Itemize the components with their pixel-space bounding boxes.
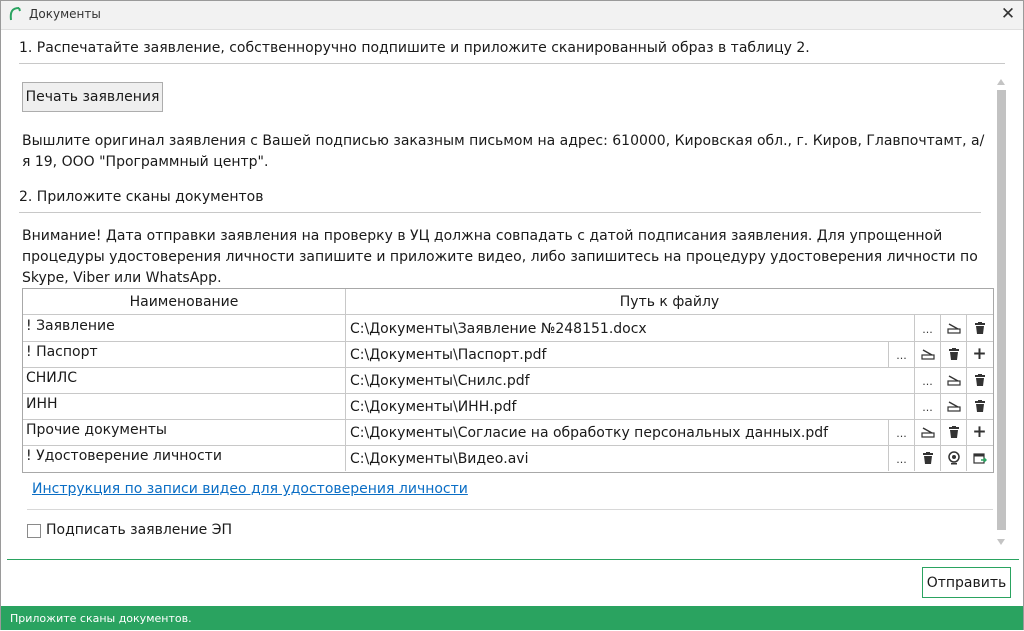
webcam-icon[interactable]	[940, 445, 966, 471]
table-row[interactable]	[23, 445, 993, 471]
scan-icon[interactable]	[914, 341, 940, 367]
delete-icon[interactable]	[966, 367, 992, 393]
scan-icon[interactable]	[940, 315, 966, 341]
table-row[interactable]	[23, 367, 993, 394]
schedule-call-icon[interactable]	[966, 445, 992, 471]
document-name: ! Паспорт	[26, 344, 98, 360]
browse-button[interactable]: ...	[888, 341, 914, 367]
delete-icon[interactable]	[966, 315, 992, 341]
divider	[27, 509, 993, 510]
divider	[19, 63, 1005, 64]
table-row[interactable]	[23, 315, 993, 342]
file-path[interactable]: C:\Документы\Видео.avi	[350, 451, 529, 467]
browse-button[interactable]: ...	[914, 393, 940, 419]
browse-button[interactable]: ...	[914, 315, 940, 341]
document-name: ! Удостоверение личности	[26, 448, 222, 464]
documents-table	[22, 288, 994, 473]
document-name: ! Заявление	[26, 318, 115, 334]
sign-ep-label[interactable]: Подписать заявление ЭП	[46, 522, 233, 538]
scrollbar-thumb[interactable]	[997, 90, 1006, 530]
warning-text: Внимание! Дата отправки заявления на проверку в УЦ должна совпадать с датой подписания заявления. Для упрощенной процедуры удостоверения личности запишите и приложите видео, либо запишитесь на процедуру удостоверения личности по Skype, Viber или WhatsApp.	[22, 228, 978, 286]
vertical-scrollbar[interactable]	[996, 79, 1007, 551]
scroll-down-arrow-icon[interactable]	[997, 539, 1005, 545]
scan-icon[interactable]	[914, 419, 940, 445]
browse-button[interactable]: ...	[888, 419, 914, 445]
browse-button[interactable]: ...	[888, 445, 914, 471]
table-header	[23, 289, 993, 315]
scan-icon[interactable]	[940, 393, 966, 419]
print-application-button[interactable]: Печать заявления	[22, 82, 163, 112]
delete-icon[interactable]	[940, 341, 966, 367]
sign-ep-checkbox[interactable]	[27, 524, 41, 538]
mail-instructions: Вышлите оригинал заявления с Вашей подписью заказным письмом на адрес: 610000, Кировская обл., г. Киров, Главпочтамт, а/я 19, ООО "Программный центр".	[22, 133, 985, 170]
status-bar	[1, 606, 1023, 630]
table-row[interactable]	[23, 419, 993, 446]
window-title: Документы	[29, 7, 101, 21]
document-name: Прочие документы	[26, 422, 167, 438]
table-row[interactable]	[23, 341, 993, 368]
delete-icon[interactable]	[940, 419, 966, 445]
add-row-button[interactable]: +	[966, 341, 992, 367]
close-icon[interactable]: ✕	[1000, 4, 1016, 24]
scan-icon[interactable]	[940, 367, 966, 393]
step2-heading: 2. Приложите сканы документов	[19, 189, 264, 205]
browse-button[interactable]: ...	[914, 367, 940, 393]
app-logo-icon	[8, 6, 22, 22]
file-path[interactable]: C:\Документы\Снилс.pdf	[350, 373, 530, 389]
title-bar	[1, 1, 1023, 30]
document-name: СНИЛС	[26, 370, 78, 386]
column-header-name[interactable]: Наименование	[23, 289, 346, 314]
send-button[interactable]: Отправить	[922, 567, 1011, 598]
delete-icon[interactable]	[966, 393, 992, 419]
video-instructions-link[interactable]: Инструкция по записи видео для удостоверения личности	[32, 481, 468, 497]
status-text: Приложите сканы документов.	[10, 612, 192, 625]
add-row-button[interactable]: +	[966, 419, 992, 445]
file-path[interactable]: C:\Документы\Заявление №248151.docx	[350, 321, 647, 337]
scroll-up-arrow-icon[interactable]	[997, 79, 1005, 85]
file-path[interactable]: C:\Документы\Согласие на обработку персональных данных.pdf	[350, 425, 829, 441]
delete-icon[interactable]	[914, 445, 940, 471]
file-path[interactable]: C:\Документы\ИНН.pdf	[350, 399, 517, 415]
step1-heading: 1. Распечатайте заявление, собственноручно подпишите и приложите сканированный образ в таблицу 2.	[19, 40, 810, 56]
file-path[interactable]: C:\Документы\Паспорт.pdf	[350, 347, 547, 363]
table-row[interactable]	[23, 393, 993, 420]
content-area	[1, 30, 1007, 552]
divider	[19, 212, 981, 213]
column-header-path[interactable]: Путь к файлу	[619, 294, 720, 310]
document-name: ИНН	[26, 396, 58, 412]
footer-divider	[7, 559, 1019, 560]
